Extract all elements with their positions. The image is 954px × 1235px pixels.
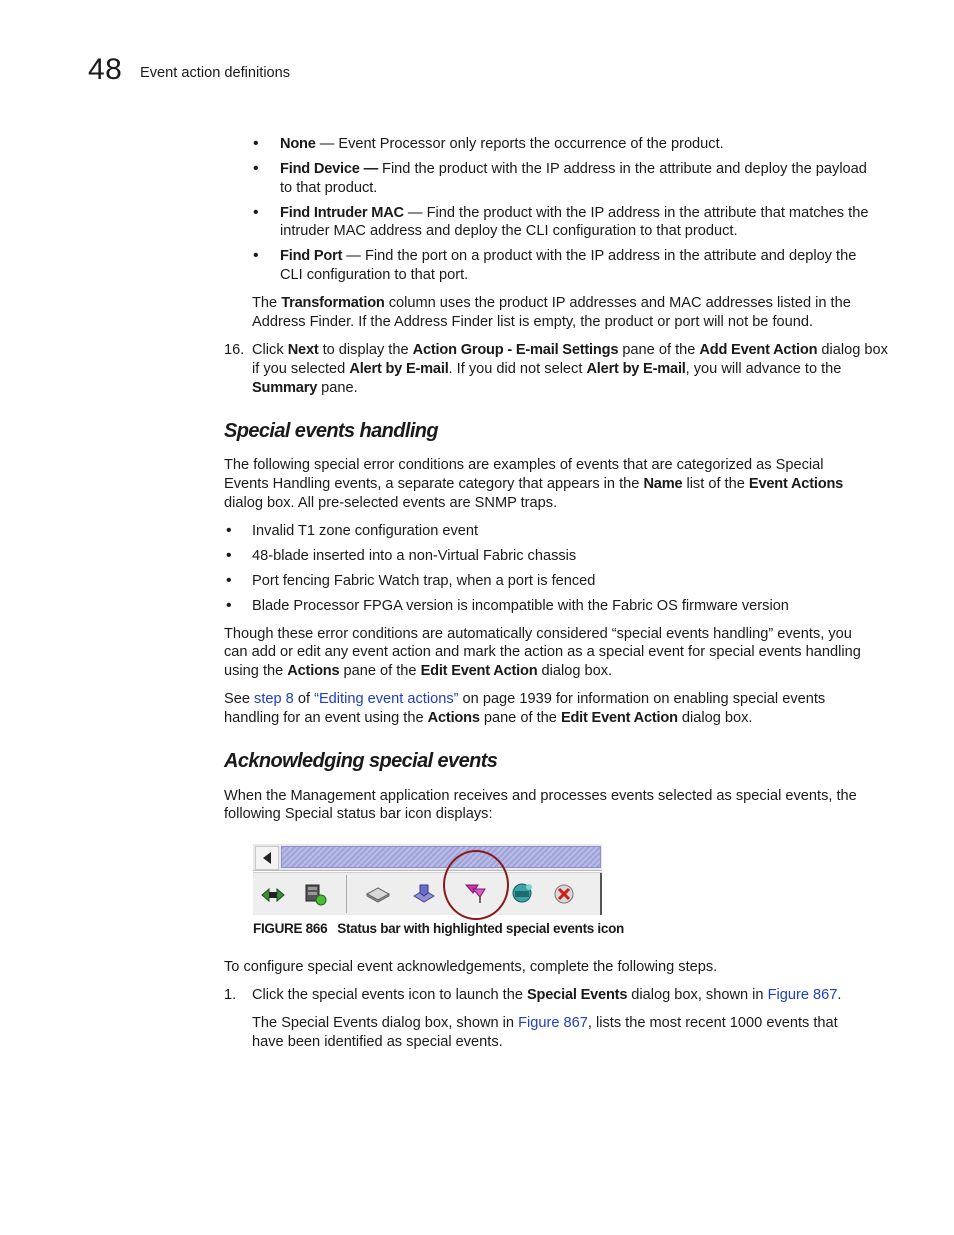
paragraph-line: dialog box. All pre-selected events are SNMP traps.	[224, 495, 558, 511]
term: None	[280, 136, 316, 152]
text: , you will advance to the	[685, 361, 842, 377]
paragraph-line	[224, 662, 612, 681]
text: list of the	[682, 476, 749, 492]
step-line	[252, 360, 841, 379]
ui-term: Action Group - E-mail Settings	[412, 342, 619, 358]
bullet-icon: •	[226, 572, 232, 589]
ui-term: Special Events	[527, 987, 628, 1003]
term: Find Port	[280, 248, 343, 264]
step-line	[252, 341, 888, 360]
bullet-icon: •	[253, 204, 259, 221]
network-connect-icon[interactable]	[260, 883, 286, 907]
description: — Find the port on a product with the IP address in the attribute and deploy the	[342, 248, 857, 264]
list-item: 48-blade inserted into a non-Virtual Fabric chassis	[252, 548, 577, 564]
ui-term: Actions	[287, 663, 340, 679]
paragraph-line: When the Management application receives and processes events selected as special events, the	[224, 788, 857, 804]
device-icon[interactable]	[365, 881, 391, 905]
text: pane of the	[479, 710, 561, 726]
list-item	[280, 204, 868, 223]
left-arrow-icon	[263, 852, 271, 864]
scroll-left-button[interactable]	[255, 846, 279, 870]
ui-term: Edit Event Action	[420, 663, 538, 679]
step-number: 1.	[224, 987, 237, 1003]
text: dialog box.	[677, 710, 753, 726]
ui-term: Add Event Action	[699, 342, 818, 358]
paragraph-line	[252, 1014, 838, 1033]
list-item	[280, 160, 867, 179]
highlight-circle	[443, 850, 509, 920]
text: dialog box, shown in	[627, 987, 768, 1003]
text: on page 1939 for information on enabling special events	[458, 691, 826, 707]
paragraph-line: Though these error conditions are automatically considered “special events handling” events, you	[224, 626, 852, 642]
paragraph-line	[252, 294, 851, 313]
step-link[interactable]: step 8	[254, 691, 294, 707]
list-item-continuation: to that product.	[280, 180, 378, 196]
scrollbar-track[interactable]	[281, 846, 601, 868]
figure-link[interactable]: Figure 867	[518, 1015, 588, 1031]
text: pane of the	[618, 342, 700, 358]
chapter-number: 48	[88, 53, 123, 86]
term: Find Intruder MAC	[280, 205, 404, 221]
text: Click	[252, 342, 288, 358]
paragraph-line	[224, 475, 843, 494]
separator: —	[315, 136, 339, 152]
list-item-continuation: CLI configuration to that port.	[280, 267, 469, 283]
ui-term: Next	[287, 342, 319, 358]
list-item: Blade Processor FPGA version is incompatible with the Fabric OS firmware version	[252, 598, 789, 614]
list-item: Invalid T1 zone configuration event	[252, 523, 479, 539]
term: Find Device —	[280, 161, 378, 177]
list-item-continuation: intruder MAC address and deploy the CLI configuration to that product.	[280, 223, 738, 239]
ui-term: Alert by E-mail	[349, 361, 449, 377]
bullet-icon: •	[253, 135, 259, 152]
text: pane.	[317, 380, 358, 396]
list-item	[280, 247, 856, 266]
section-link[interactable]: “Editing event actions”	[314, 691, 459, 707]
step-number: 16.	[224, 342, 245, 358]
text: , lists the most recent 1000 events that	[587, 1015, 838, 1031]
list-item	[280, 135, 724, 154]
text: dialog box	[817, 342, 888, 358]
text: Click the special events icon to launch the	[252, 987, 528, 1003]
paragraph-line: To configure special event acknowledgements, complete the following steps.	[224, 959, 718, 975]
scrollbar[interactable]	[253, 844, 602, 871]
ui-term: Event Actions	[748, 476, 844, 492]
status-bar-edge	[600, 873, 602, 915]
text: using the	[224, 663, 288, 679]
step-line	[252, 986, 841, 1005]
fabric-icon[interactable]	[509, 881, 535, 905]
section-heading: Acknowledging special events	[224, 750, 498, 772]
ui-term: Edit Event Action	[560, 710, 678, 726]
status-bar-left-group	[254, 875, 347, 913]
text: Events Handling events, a separate category that appears in the	[224, 476, 644, 492]
ui-term: Actions	[427, 710, 480, 726]
section-heading: Special events handling	[224, 420, 439, 442]
bullet-icon: •	[226, 597, 232, 614]
text: . If you did not select	[448, 361, 587, 377]
status-bar	[253, 872, 602, 915]
status-bar-figure	[253, 838, 602, 914]
paragraph-line: can add or edit any event action and mark the action as a special event for special events handling	[224, 644, 861, 660]
text: handling for an event using the	[224, 710, 428, 726]
text: pane of the	[339, 663, 421, 679]
server-status-icon[interactable]	[302, 883, 328, 907]
text: column uses the product IP addresses and MAC addresses listed in the	[384, 295, 851, 311]
description: — Find the product with the IP address in the attribute that matches the	[403, 205, 869, 221]
ui-term: Alert by E-mail	[586, 361, 686, 377]
text: if you selected	[252, 361, 350, 377]
paragraph-line: Address Finder. If the Address Finder list is empty, the product or port will not be found.	[252, 314, 814, 330]
text: The Special Events dialog box, shown in	[252, 1015, 519, 1031]
step-line	[252, 379, 358, 398]
ui-term: Transformation	[281, 295, 385, 311]
bullet-icon: •	[226, 522, 232, 539]
bullet-icon: •	[226, 547, 232, 564]
paragraph-line: have been identified as special events.	[252, 1034, 503, 1050]
figure-caption	[253, 919, 624, 938]
figure-caption-text: Status bar with highlighted special events icon	[337, 921, 624, 936]
paragraph-line	[224, 690, 825, 709]
bullet-icon: •	[253, 247, 259, 264]
paragraph-line	[224, 709, 752, 728]
alert-icon[interactable]	[551, 881, 577, 905]
figure-link[interactable]: Figure 867	[767, 987, 838, 1003]
paragraph-line: The following special error conditions are examples of events that are categorized as Special	[224, 457, 824, 473]
text: See	[224, 691, 255, 707]
figure-label: FIGURE 866	[253, 921, 328, 936]
text: The	[252, 295, 282, 311]
ui-term: Name	[643, 476, 683, 492]
bullet-icon: •	[253, 160, 259, 177]
text: .	[837, 987, 842, 1003]
text: of	[293, 691, 315, 707]
list-item: Port fencing Fabric Watch trap, when a port is fenced	[252, 573, 596, 589]
text: to display the	[318, 342, 413, 358]
switch-icon[interactable]	[411, 881, 437, 905]
description: Event Processor only reports the occurrence of the product.	[338, 136, 724, 152]
ui-term: Summary	[252, 380, 318, 396]
description: Find the product with the IP address in the attribute and deploy the payload	[377, 161, 867, 177]
text: dialog box.	[537, 663, 613, 679]
chapter-title: Event action definitions	[140, 65, 291, 81]
paragraph-line: following Special status bar icon displays:	[224, 806, 493, 822]
